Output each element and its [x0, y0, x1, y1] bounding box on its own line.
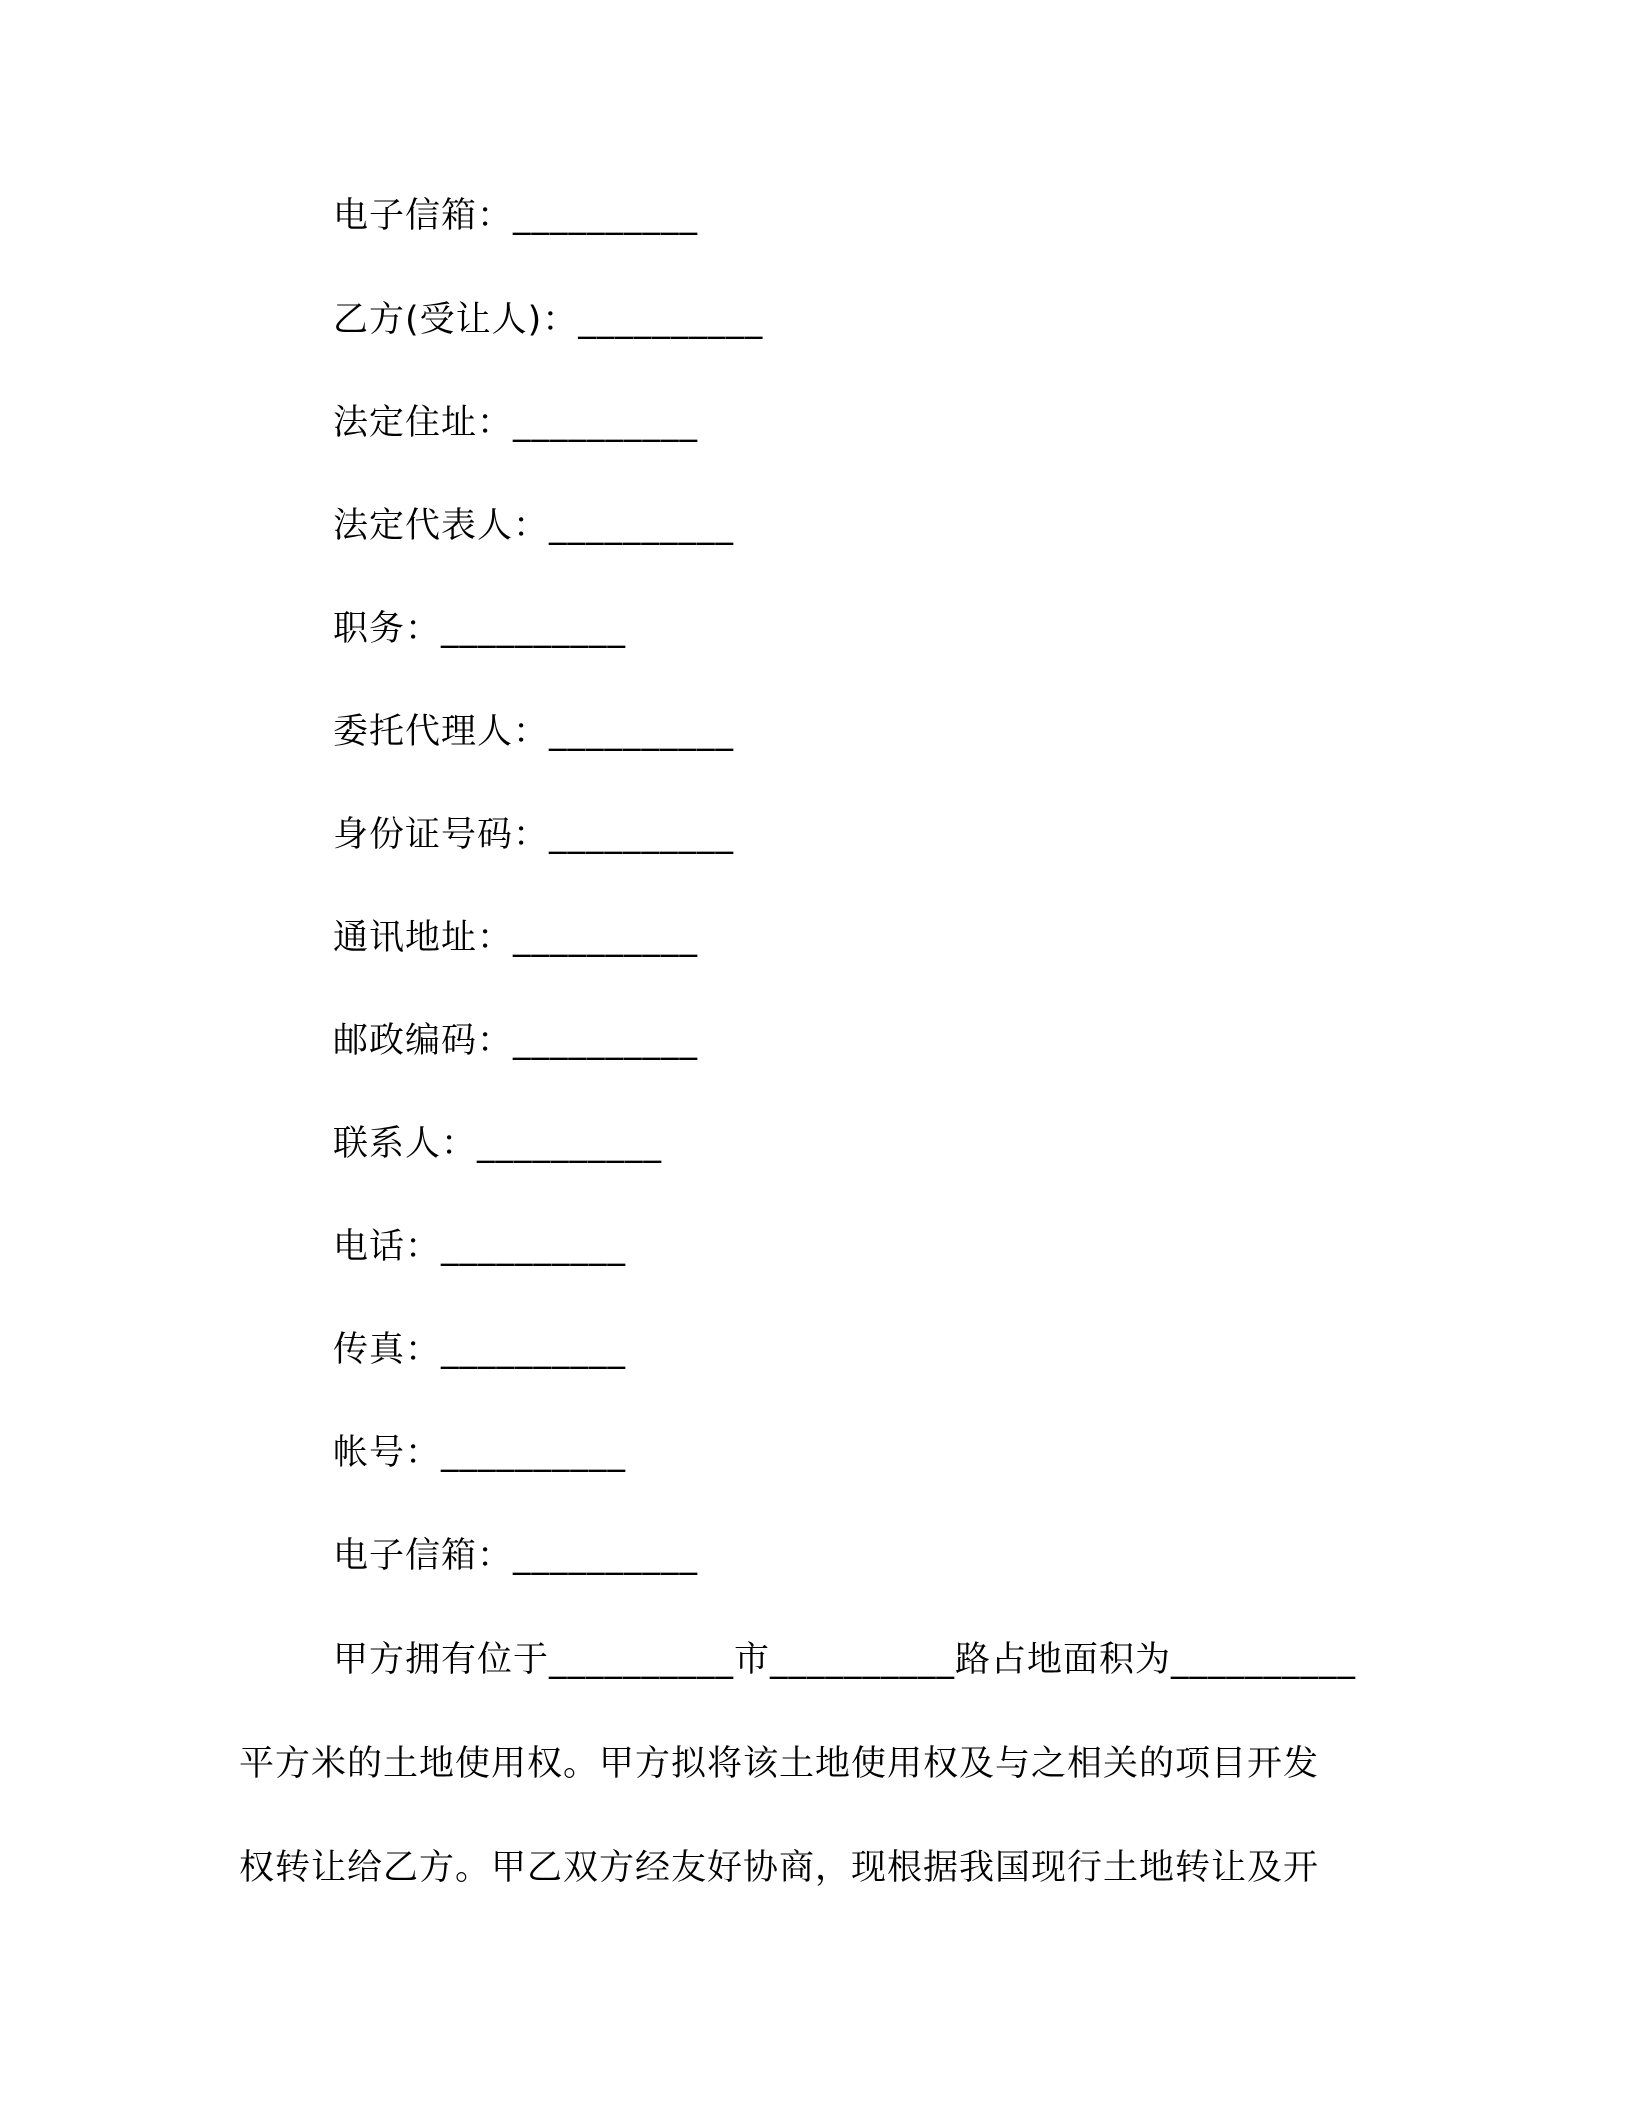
paragraph-line-3: 权转让给乙方。甲乙双方经友好协商，现根据我国现行土地转让及开	[239, 1848, 1320, 1888]
field-mailing-address: 通讯地址：__________	[333, 918, 699, 958]
field-party-b: 乙方(受让人)：__________	[333, 300, 764, 340]
field-phone: 电话：__________	[333, 1227, 627, 1267]
paragraph-line-2: 平方米的土地使用权。甲方拟将该土地使用权及与之相关的项目开发	[239, 1744, 1320, 1784]
field-legal-representative: 法定代表人：__________	[333, 506, 735, 546]
field-authorized-agent: 委托代理人：__________	[333, 712, 735, 752]
field-email-2: 电子信箱：__________	[333, 1536, 699, 1576]
field-legal-address: 法定住址：__________	[333, 403, 699, 443]
field-postal-code: 邮政编码：__________	[333, 1021, 699, 1061]
field-fax: 传真：__________	[333, 1330, 627, 1370]
paragraph-line-1: 甲方拥有位于__________市__________路占地面积为__________	[333, 1640, 1357, 1680]
field-id-number: 身份证号码：__________	[333, 815, 735, 855]
body-paragraph	[239, 1636, 1379, 1948]
field-email-1: 电子信箱：__________	[333, 196, 699, 236]
field-position: 职务：__________	[333, 609, 627, 649]
field-contact-person: 联系人：__________	[333, 1124, 663, 1164]
field-account: 帐号：__________	[333, 1433, 627, 1473]
